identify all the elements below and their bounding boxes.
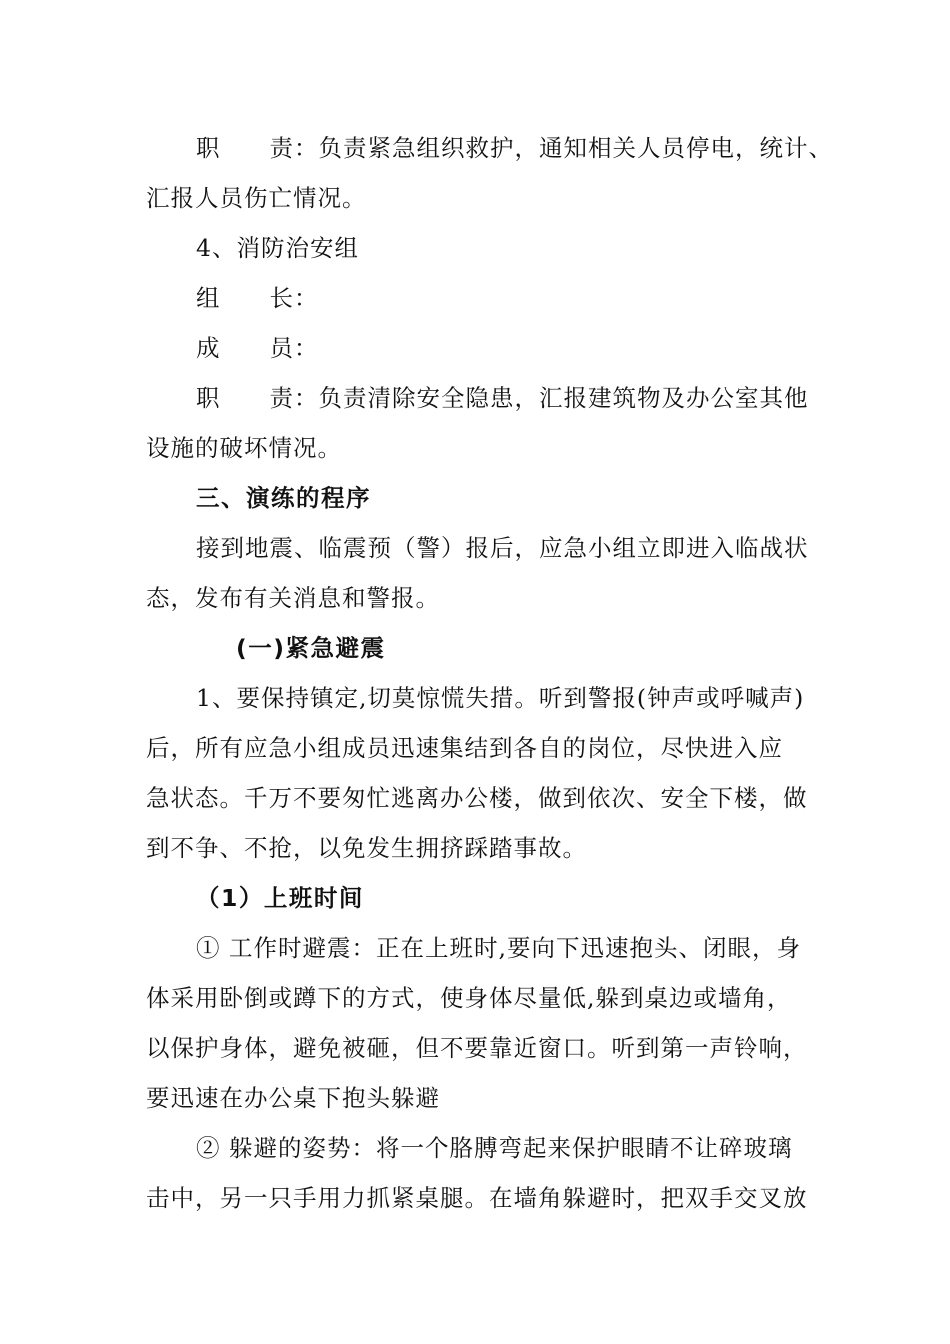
paragraph-line: 接到地震、临震预（警）报后，应急小组立即进入临战状 [196,534,809,562]
paragraph-line: 职 责：负责清除安全隐患，汇报建筑物及办公室其他 [196,384,809,412]
paragraph-line: 设施的破坏情况。 [146,434,342,462]
paragraph-line: 汇报人员伤亡情况。 [146,184,367,212]
paragraph-line: 后，所有应急小组成员迅速集结到各自的岗位，尽快进入应 [146,734,783,762]
subsection-heading: （1）上班时间 [196,884,364,912]
paragraph-line: 1、要保持镇定,切莫惊慌失措。听到警报(钟声或呼喊声) [196,684,805,712]
paragraph-line: 成 员： [196,334,319,362]
paragraph-line: 体采用卧倒或蹲下的方式，使身体尽量低,躲到桌边或墙角， [146,984,792,1012]
paragraph-line: 以保护身体，避免被砸，但不要靠近窗口。听到第一声铃响， [146,1034,808,1062]
paragraph-line: 职 责：负责紧急组织救护，通知相关人员停电，统计、 [196,134,833,162]
paragraph-line: 急状态。千万不要匆忙逃离办公楼，做到依次、安全下楼，做 [146,784,808,812]
paragraph-line: ② 躲避的姿势：将一个胳膊弯起来保护眼睛不让碎玻璃 [196,1134,793,1162]
paragraph-line: 组 长： [196,284,319,312]
section-heading: 三、演练的程序 [196,484,371,512]
paragraph-line: ① 工作时避震：正在上班时,要向下迅速抱头、闭眼，身 [196,934,801,962]
paragraph-line: 要迅速在办公桌下抱头躲避 [146,1084,440,1112]
paragraph-line: 击中，另一只手用力抓紧桌腿。在墙角躲避时，把双手交叉放 [146,1184,808,1212]
section-heading: 4、消防治安组 [196,234,359,262]
paragraph-line: 态，发布有关消息和警报。 [146,584,440,612]
paragraph-line: 到不争、不抢，以免发生拥挤踩踏事故。 [146,834,587,862]
subsection-heading: (一)紧急避震 [236,634,386,662]
